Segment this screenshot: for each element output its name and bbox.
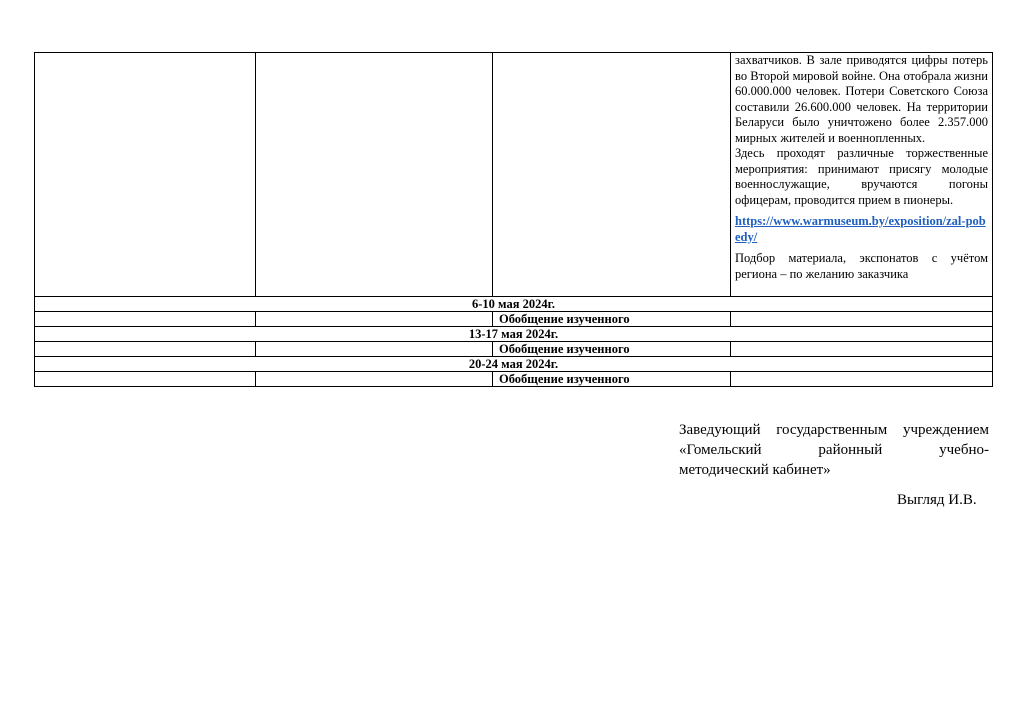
table-cell xyxy=(35,372,256,387)
table-cell xyxy=(493,53,731,297)
description-cell xyxy=(731,53,993,297)
table-cell xyxy=(731,342,993,357)
week-date: 20-24 мая 2024г. xyxy=(35,357,993,372)
table-cell xyxy=(731,372,993,387)
signer-name: Выгляд И.В. xyxy=(897,492,977,508)
table-cell xyxy=(256,53,493,297)
table-cell xyxy=(256,342,493,357)
week-date-row xyxy=(35,357,993,372)
week-date: 13-17 мая 2024г. xyxy=(35,327,993,342)
description-paragraph: захватчиков. В зале приводятся цифры потерь во Второй мировой войне. Она отобрала жизни 60.000.000 человек. Потери Советского Союза составили 26.600.000 человек. На территории Беларуси было уничтожено более 2.357.000 мирных жителей и военнопленных. xyxy=(735,53,988,145)
week-summary: Обобщение изученного xyxy=(493,372,731,387)
signature-position-line: методический кабинет» xyxy=(679,462,831,478)
signature-position-line: «Гомельский районный учебно- xyxy=(679,442,989,458)
table-cell xyxy=(35,53,256,297)
table-cell xyxy=(731,312,993,327)
museum-link[interactable]: https://www.warmuseum.by/exposition/zal-pobedy/ xyxy=(735,214,986,244)
week-summary-row xyxy=(35,312,993,327)
description-paragraph: Подбор материала, экспонатов с учётом региона – по желанию заказчика xyxy=(735,251,988,281)
table-cell xyxy=(35,312,256,327)
week-date-row xyxy=(35,327,993,342)
week-date-row xyxy=(35,297,993,312)
schedule-table xyxy=(34,52,993,387)
table-cell xyxy=(256,372,493,387)
description-paragraph: Здесь проходят различные торжественные мероприятия: принимают присягу молодые военнослужащие, вручаются погоны офицерам, проводится прием в пионеры. xyxy=(735,146,988,207)
week-date: 6-10 мая 2024г. xyxy=(35,297,993,312)
week-summary: Обобщение изученного xyxy=(493,312,731,327)
week-summary-row xyxy=(35,372,993,387)
table-cell xyxy=(256,312,493,327)
signature-position-line: Заведующий государственным учреждением xyxy=(679,422,989,438)
table-row xyxy=(35,53,993,297)
table-cell xyxy=(35,342,256,357)
week-summary-row xyxy=(35,342,993,357)
week-summary: Обобщение изученного xyxy=(493,342,731,357)
signature-block xyxy=(679,420,989,480)
